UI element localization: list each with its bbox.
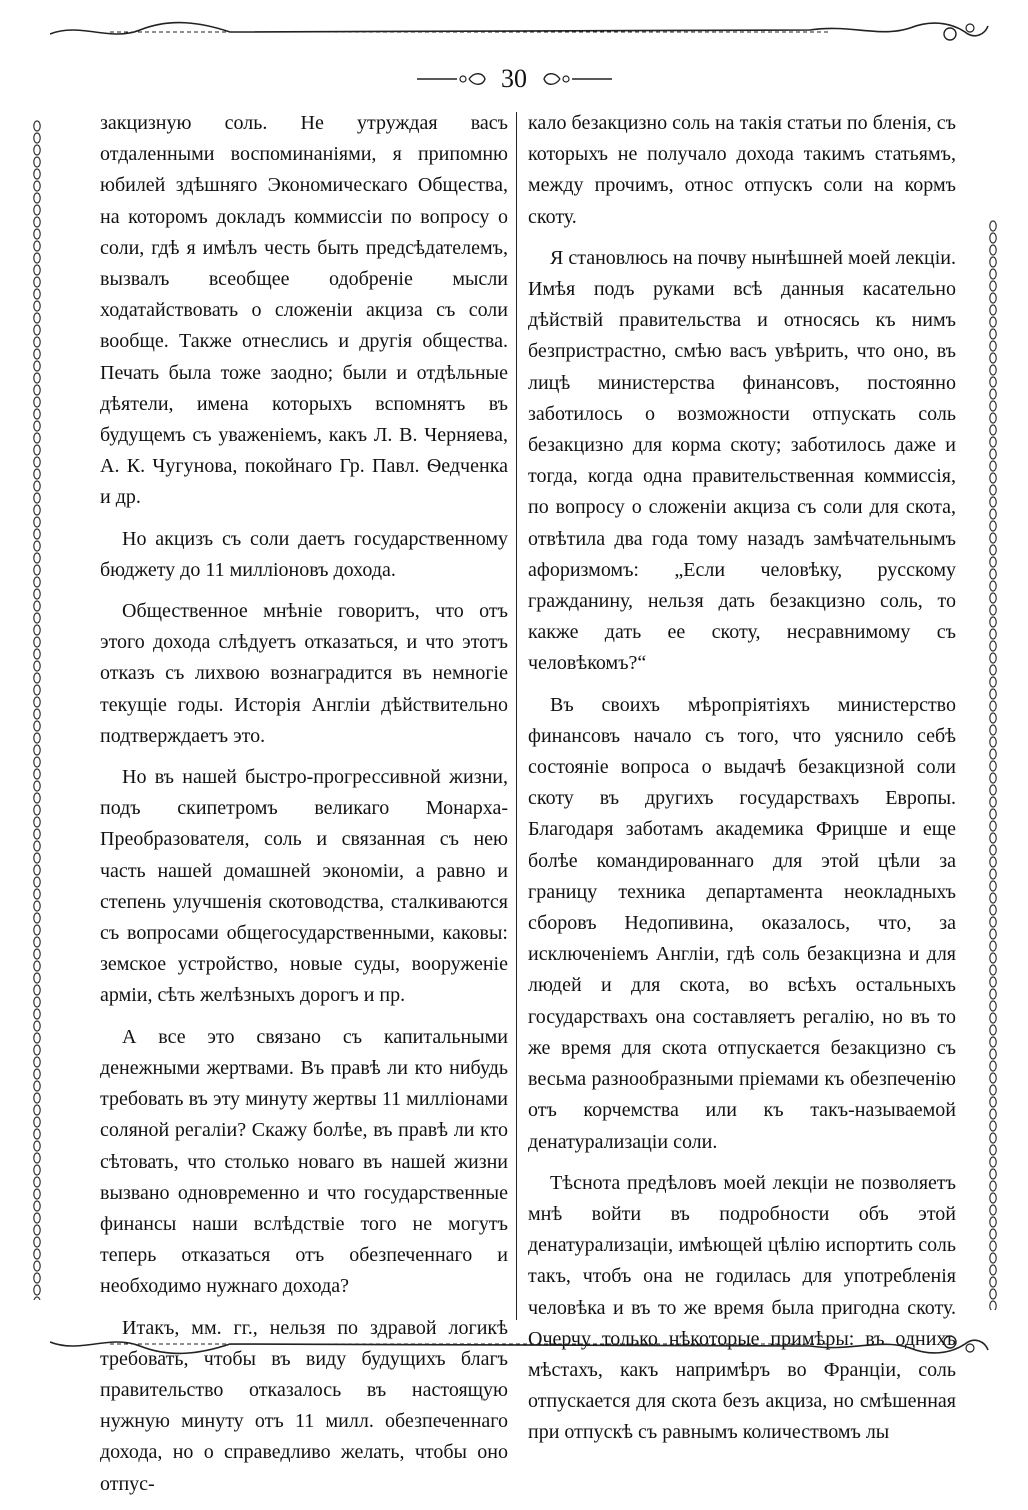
right-paragraph-1: кало безакцизно соль на такія статьи по бленія, съ которыхъ не получало дохода такимъ статьямъ, между прочимъ, относ отпускъ соли на кормъ скоту.	[528, 112, 956, 228]
left-chain-border-icon	[30, 120, 44, 1300]
left-paragraph-1: закцизную соль. Не утруждая васъ отдаленными воспоминаніями, я припомню юбилей здѣшняго Экономическаго Общества, на которомъ докладъ коммиссіи по вопросу о соли, гдѣ я имѣлъ честь быть предсѣдателемъ, вызвалъ всеобщее одобреніе мысли ходатайствовать о сложеніи акциза съ соли вообще. Также отнеслись и другія общества. Печать была тоже заодно; были и отдѣльные дѣятели, имена которыхъ вспомнятъ въ будущемъ съ уваженіемъ, какъ Л. В. Черняева, А. К. Чугунова, покойнаго Гр. Павл. Ѳедченка и др.	[100, 112, 508, 509]
left-paragraph-6: Итакъ, мм. гг., нельзя по здравой логикѣ требовать, чтобы въ виду будущихъ благъ правительство отказалось въ настоящую нужную минуту отъ 11 милл. обезпеченнаго дохода, но о справедливо желать, чтобы оно отпус-	[100, 1316, 508, 1495]
column-divider	[516, 112, 517, 1320]
left-paragraph-5: А все это связано съ капитальными денежными жертвами. Въ правѣ ли кто нибудь требовать въ эту минуту жертвы 11 милліонами соляной регаліи? Скажу болѣе, въ правѣ ли кто сѣтовать, что столько новаго въ нашей жизни вызвано одновременно и что государственные финансы наши вслѣдствіе того не могутъ теперь отказаться отъ обезпеченнаго и необходимо нужнаго дохода?	[100, 1025, 508, 1298]
right-flourish-icon	[542, 69, 612, 89]
right-paragraph-2: Я становлюсь на почву нынѣшней моей лекціи. Имѣя подъ руками всѣ данныя касательно дѣйствій правительства и относясь къ нимъ безпристрастно, смѣю васъ увѣрить, что оно, въ лицѣ министерства финансовъ, постоянно заботилось о возможности отпускать соль безакцизно для корма скоту; заботилось даже и тогда, когда одна правительственная коммиссія, по вопросу о сложеніи акциза съ соли для скота, отвѣтила два года тому назадъ замѣчательнымъ афоризмомъ: „Если человѣку, русскому гражданину, нельзя дать безакцизно соль, то какже дать ее скоту, несравнимому съ человѣкомъ?“	[528, 246, 956, 675]
left-paragraph-4: Но въ нашей быстро-прогрессивной жизни, подъ скипетромъ великаго Монарха-Преобразователя, соль и связанная съ нею часть нашей домашней экономіи, а равно и степень улучшенія скотоводства, сталкиваются съ вопросами общегосударственными, каковы: земское устройство, новые суды, вооруженіе арміи, сѣть желѣзныхъ дорогъ и пр.	[100, 766, 508, 1007]
left-paragraph-3: Общественное мнѣніе говоритъ, что отъ этого дохода слѣдуетъ отказаться, и что этотъ отказъ съ лихвою вознаградится въ немногіе текущіе годы. Исторія Англіи дѣйствительно подтверждаетъ это.	[100, 600, 508, 747]
left-paragraph-2: Но акцизъ съ соли даетъ государственному бюджету до 11 милліоновъ дохода.	[100, 527, 508, 581]
right-column	[528, 108, 956, 1459]
page-number: 30	[501, 64, 527, 94]
right-paragraph-3: Въ своихъ мѣропріятіяхъ министерство финансовъ начало съ того, что уяснило себѣ состояніе вопроса о выдачѣ безакцизной соли скоту въ другихъ государствахъ Европы. Благодаря заботамъ академика Фрицше и еще болѣе командированнаго для этой цѣли за границу техника департамента неокладныхъ сборовъ Недопивина, оказалось, что, за исключеніемъ Англіи, гдѣ соль безакцизна и для людей и для скота, во всѣхъ остальныхъ государствахъ она составляетъ регалію, но въ то же время для скота отпускается безакцизно съ весьма разнообразными пріемами къ обезпеченію отъ корчемства или къ такъ-называемой денатурализаціи соли.	[528, 693, 956, 1153]
right-chain-border-icon	[986, 220, 1000, 1310]
top-ornament-icon	[50, 16, 990, 46]
page-number-header	[0, 60, 1028, 96]
right-paragraph-4: Тѣснота предѣловъ моей лекціи не позволяетъ мнѣ войти въ подробности объ этой денатурализаціи, имѣющей цѣлію испортить соль такъ, чтобъ она не годилась для употребленія человѣка и въ то же время была пригодна скоту. Очерчу только нѣкоторые примѣры: въ однихъ мѣстахъ, какъ напримѣръ во Франціи, соль отпускается для скота безъ акциза, но смѣшенная при отпускѣ съ равнымъ количествомъ лы	[528, 1171, 956, 1444]
bottom-ornament-icon	[50, 1330, 990, 1360]
left-column	[100, 108, 508, 1510]
left-flourish-icon	[417, 69, 487, 89]
